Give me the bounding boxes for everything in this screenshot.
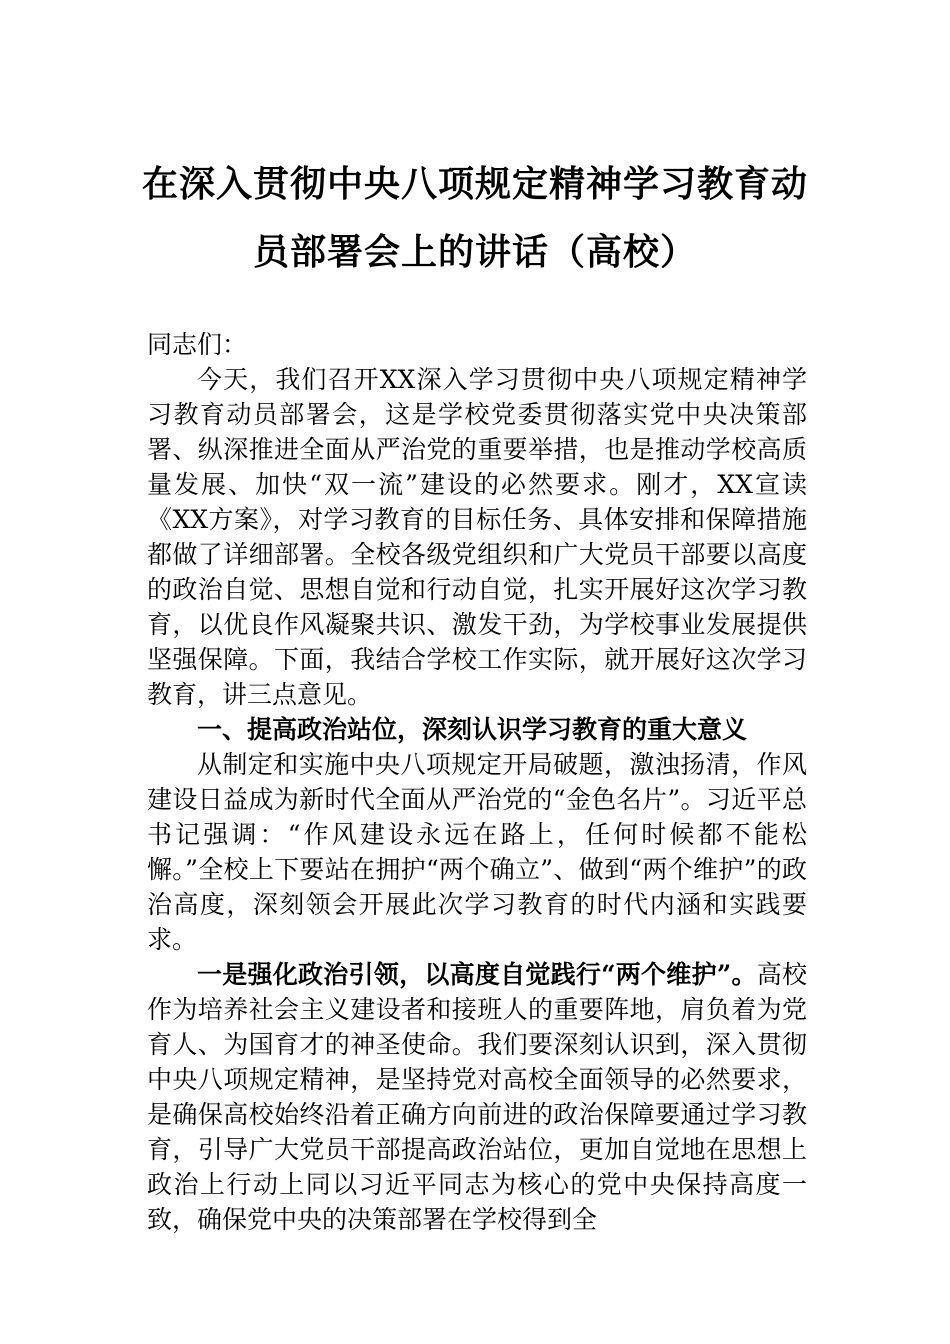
document-title-line-2: 员部署会上的讲话（高校） [252,231,697,273]
point-text-1: 高校作为培养社会主义建设者和接班人的重要阵地，肩负着为党育人、为国育才的神圣使命。我们要深刻认识到，深入贯彻中央八项规定精神，是坚持党对高校全面领导的必然要求，是确保高校始终沿着正确方向前进的政治保障要通过学习教育，引导广大党员干部提高政治站位，更加自觉地在思想上政治上行动上同以习近平同志为核心的党中央保持高度一致，确保党中央的决策部署在学校得到全 [147,960,807,1234]
greeting: 同志们： [147,330,248,359]
document-body [147,362,807,1237]
document-title-line-1: 在深入贯彻中央八项规定精神学习教育动 [141,163,808,205]
section-heading-1: 一、提高政治站位，深刻认识学习教育的重大意义 [197,715,748,744]
paragraph-intro: 今天，我们召开XX深入学习贯彻中央八项规定精神学习教育动员部署会，这是学校党委贯彻落实党中央决策部署、纵深推进全面从严治党的重要举措，也是推动学校高质量发展、加快“双一流”建设的必然要求。刚才，XX宣读《XX方案》，对学习教育的目标任务、具体安排和保障措施都做了详细部署。全校各级党组织和广大党员干部要以高度的政治自觉、思想自觉和行动自觉，扎实开展好这次学习教育，以优良作风凝聚共识、激发干劲，为学校事业发展提供坚强保障。下面，我结合学校工作实际，就开展好这次学习教育，讲三点意见。 [147,365,807,709]
paragraph-point-1 [147,957,807,1237]
point-lead-1: 一是强化政治引领，以高度自觉践行“两个维护”。 [197,960,757,989]
paragraph-section-1: 从制定和实施中央八项规定开局破题，激浊扬清，作风建设日益成为新时代全面从严治党的“金色名片”。习近平总书记强调：“作风建设永远在路上，任何时候都不能松懈。”全校上下要站在拥护“两个确立”、做到“两个维护”的政治高度，深刻领会开展此次学习教育的时代内涵和实践要求。 [147,750,807,954]
